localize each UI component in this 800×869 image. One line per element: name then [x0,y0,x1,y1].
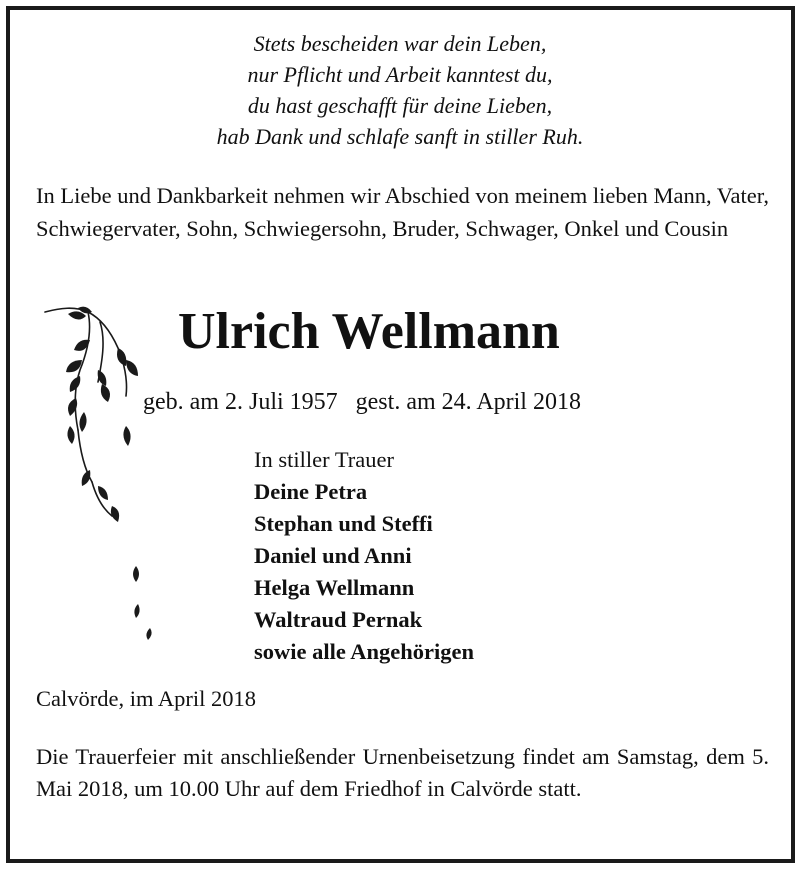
mourner-name: Helga Wellmann [254,575,415,600]
mourner-name: Deine Petra [254,479,368,504]
mourner-name: sowie alle Angehörigen [254,639,474,664]
funeral-info: Die Trauerfeier mit anschließender Urnenbeisetzung findet am Samstag, dem 5. Mai 2018, um 10.00 Uhr auf dem Friedhof in Calvörde statt. [36,744,769,801]
death-date: gest. am 24. April 2018 [355,389,581,415]
intro-paragraph: In Liebe und Dankbarkeit nehmen wir Abschied von meinem lieben Mann, Vater, Schwiegervater, Sohn, Schwiegersohn, Bruder, Schwager, Onkel und Cousin [36,183,769,241]
mourners-intro: In stiller Trauer [254,447,394,472]
birch-branch-icon [40,300,170,660]
poem-line: du hast geschafft für deine Lieben, [247,93,553,118]
poem [0,28,800,152]
deceased-name: Ulrich Wellmann [178,303,560,360]
place-date: Calvörde, im April 2018 [36,686,256,711]
poem-line: nur Pflicht und Arbeit kanntest du, [247,62,553,87]
birth-date: geb. am 2. Juli 1957 [143,389,338,415]
mourners-list [254,444,474,668]
poem-line: hab Dank und schlafe sanft in stiller Ruh. [216,124,584,149]
mourner-name: Daniel und Anni [254,543,412,568]
poem-line: Stets bescheiden war dein Leben, [253,31,547,56]
mourner-name: Stephan und Steffi [254,511,433,536]
mourner-name: Waltraud Pernak [254,607,423,632]
life-dates [143,386,581,418]
